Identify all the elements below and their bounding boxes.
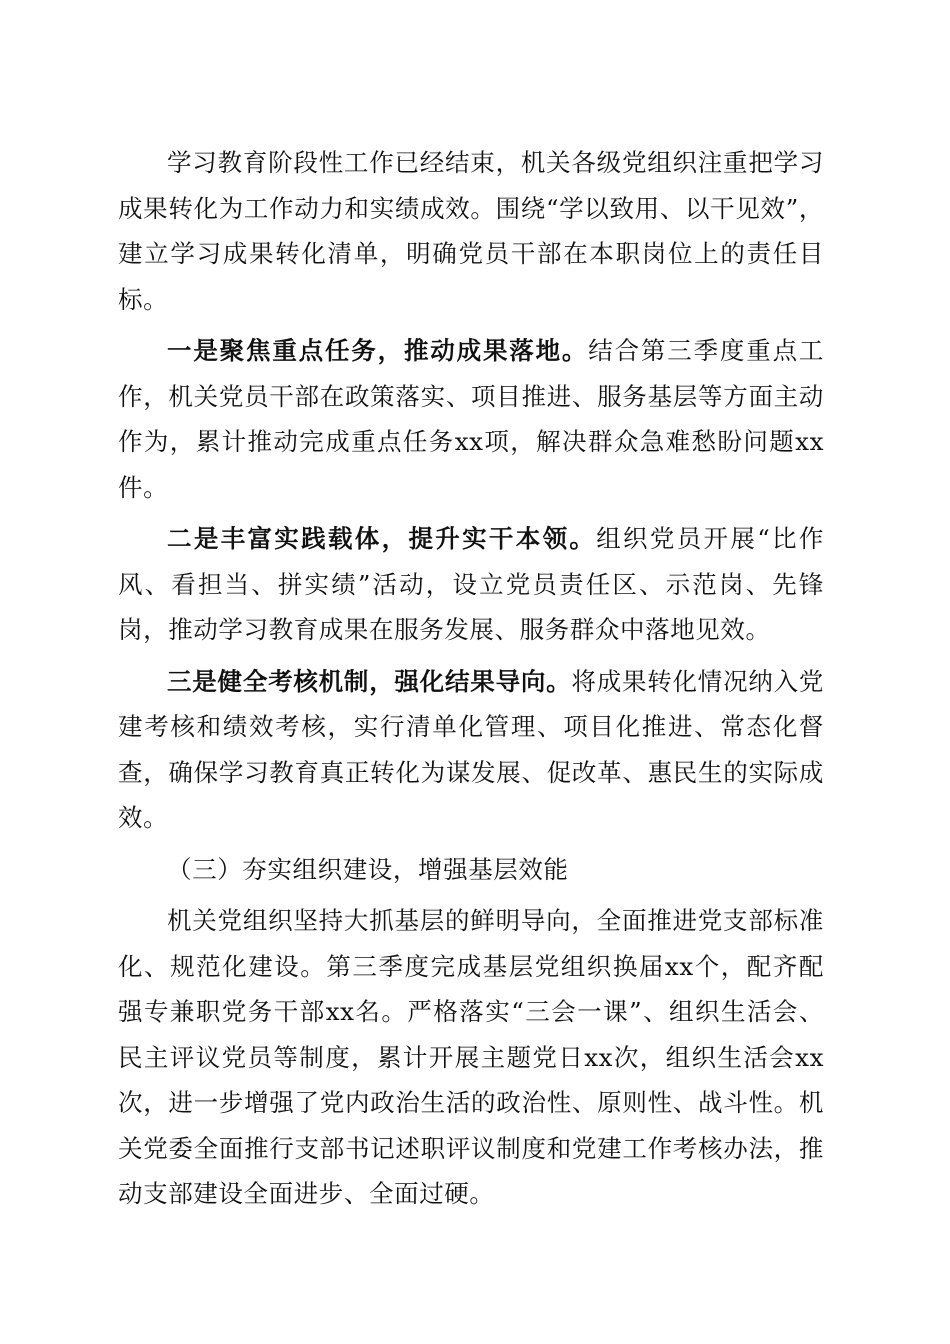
paragraph-closing: 机关党组织坚持大抓基层的鲜明导向，全面推进党支部标准化、规范化建设。第三季度完成基层党组织换届xx个，配齐配强专兼职党务干部xx名。严格落实“三会一课”、组织生活会、民主评议党员等制度，累计开展主题党日xx次，组织生活会xx次，进一步增强了党内政治生活的政治性、原则性、战斗性。机关党委全面推行支部书记述职评议制度和党建工作考核办法，推动支部建设全面进步、全面过硬。 — [118, 906, 824, 1208]
paragraph-point-one-lead: 一是聚焦重点任务，推动成果落地。 — [167, 336, 589, 365]
paragraph-point-three-lead: 三是健全考核机制，强化结果导向。 — [167, 666, 572, 696]
paragraph-point-two-lead: 二是丰富实践载体，提升实干本领。 — [167, 524, 597, 553]
section-heading: （三）夯实组织建设，增强基层效能 — [167, 854, 569, 884]
paragraph-point-three — [118, 659, 824, 841]
paragraph-point-two-text: 组织党员开展“比作风、看担当、拼实绩”活动，设立党员责任区、示范岗、先锋岗，推动学习教育成果在服务发展、服务群众中落地见效。 — [118, 524, 824, 644]
paragraph-point-one — [118, 328, 824, 510]
paragraph-intro-text: 学习教育阶段性工作已经结束，机关各级党组织注重把学习成果转化为工作动力和实绩成效。围绕“学以致用、以干见效”，建立学习成果转化清单，明确党员干部在本职岗位上的责任目标。 — [118, 148, 824, 314]
paragraph-point-one-text: 结合第三季度重点工作，机关党员干部在政策落实、项目推进、服务基层等方面主动作为，累计推动完成重点任务xx项，解决群众急难愁盼问题xx件。 — [118, 336, 824, 502]
paragraph-point-two — [118, 516, 824, 653]
paragraph-point-three-text: 将成果转化情况纳入党建考核和绩效考核，实行清单化管理、项目化推进、常态化督查，确保学习教育真正转化为谋发展、促改革、惠民生的实际成效。 — [118, 666, 825, 832]
paragraph-intro — [118, 140, 824, 322]
document-body — [118, 140, 824, 1223]
